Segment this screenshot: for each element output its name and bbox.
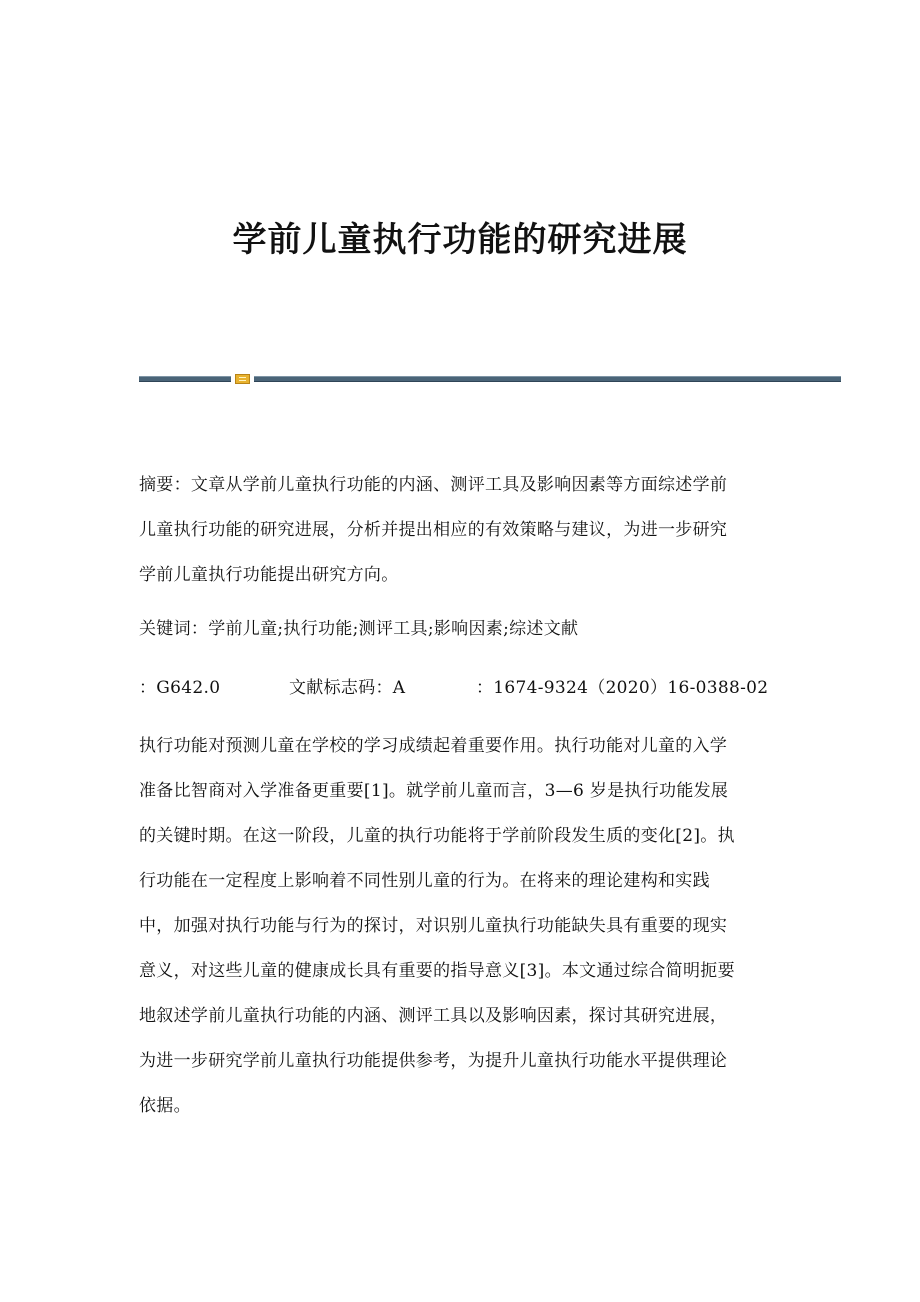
body-line: 地叙述学前儿童执行功能的内涵、测评工具以及影响因素，探讨其研究进展，: [139, 1006, 728, 1026]
body-line: 行功能在一定程度上影响着不同性别儿童的行为。在将来的理论建构和实践: [139, 871, 710, 891]
article-meta: [139, 666, 784, 711]
body-line: 中，加强对执行功能与行为的探讨，对识别儿童执行功能缺失具有重要的现实: [139, 916, 728, 936]
keywords-line: 关键词：学前儿童;执行功能;测评工具;影响因素;综述文献: [139, 619, 579, 639]
abstract-line: 摘要：文章从学前儿童执行功能的内涵、测评工具及影响因素等方面综述学前: [139, 475, 728, 495]
divider-bar-left: [139, 376, 231, 382]
document-code: 文献标志码：A: [289, 678, 406, 698]
document-title: 学前儿童执行功能的研究进展: [232, 220, 688, 260]
keywords: [139, 607, 784, 652]
body-line: 准备比智商对入学准备更重要[1]。就学前儿童而言，3—6 岁是执行功能发展: [139, 781, 729, 801]
divider-ornament-icon: [235, 374, 250, 384]
article-id: ：1674-9324（2020）16-0388-02: [476, 678, 769, 698]
abstract-line: 儿童执行功能的研究进展，分析并提出相应的有效策略与建议，为进一步研究: [139, 520, 728, 540]
abstract: [139, 463, 784, 598]
meta-row: [139, 666, 784, 711]
body-line: 为进一步研究学前儿童执行功能提供参考，为提升儿童执行功能水平提供理论: [139, 1051, 728, 1071]
body-line: 的关键时期。在这一阶段，儿童的执行功能将于学前阶段发生质的变化[2]。执: [139, 826, 735, 846]
title-divider: [139, 374, 841, 384]
body-paragraph: [139, 724, 784, 1129]
body-line: 意义，对这些儿童的健康成长具有重要的指导意义[3]。本文通过综合简明扼要: [139, 961, 735, 981]
abstract-line: 学前儿童执行功能提出研究方向。: [139, 565, 399, 585]
classification-number: ：G642.0: [139, 678, 221, 698]
body-line: 依据。: [139, 1096, 191, 1116]
body-line: 执行功能对预测儿童在学校的学习成绩起着重要作用。执行功能对儿童的入学: [139, 736, 728, 756]
divider-bar-right: [254, 376, 841, 382]
